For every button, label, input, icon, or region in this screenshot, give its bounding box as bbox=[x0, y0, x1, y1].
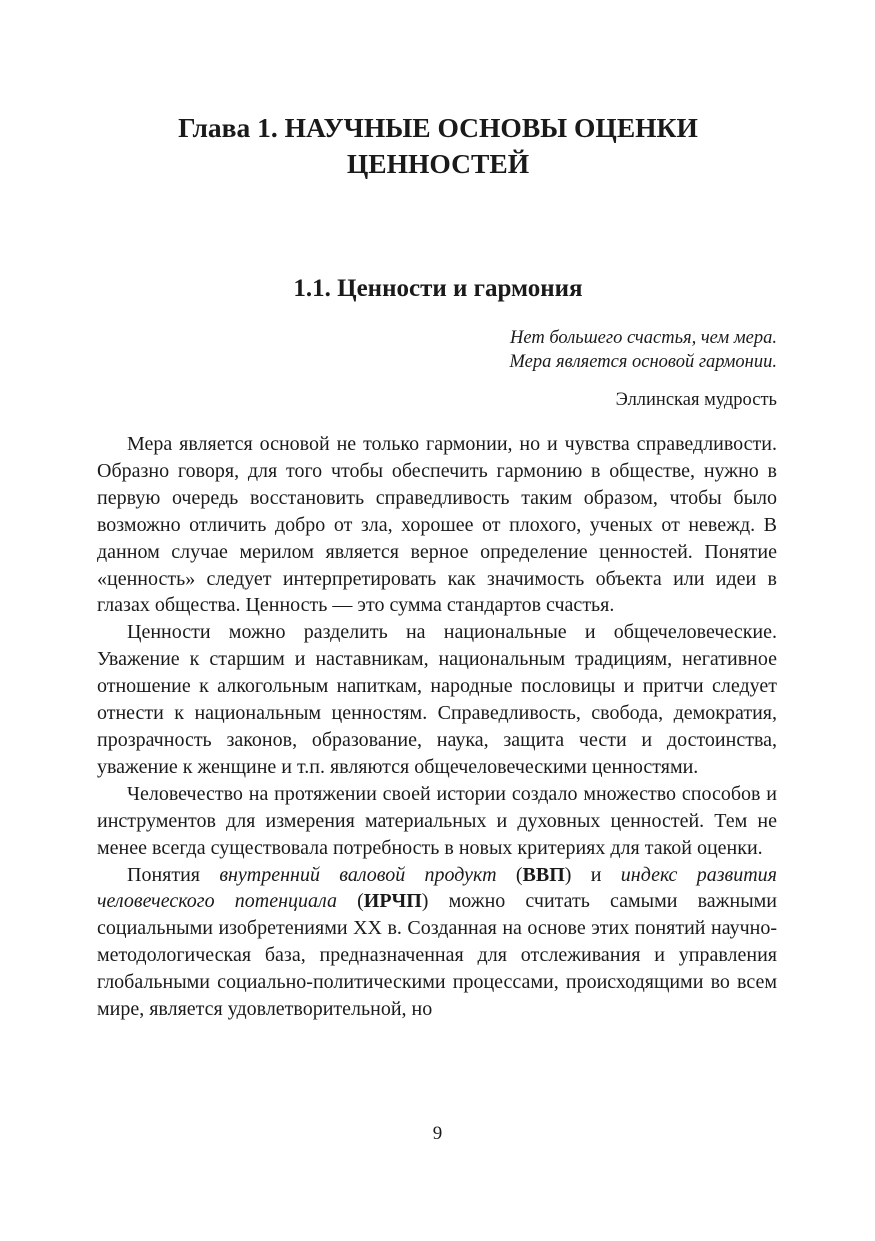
paragraph-4-text-4: ( bbox=[336, 890, 364, 913]
paragraph-3: Человечество на протяжении своей истории создало множество способов и инструментов для измерения материальных и духовных ценностей. Тем не менее всегда существовала потребность в новых критериях для такой оценки. bbox=[97, 782, 777, 859]
epigraph bbox=[277, 326, 777, 412]
epigraph-line-2: Мера является основой гармонии. bbox=[509, 352, 777, 372]
chapter-title bbox=[98, 110, 778, 182]
paragraph-1: Мера является основой не только гармонии, но и чувства справедливости. Образно говоря, для того чтобы обеспечить гармонию в обществе, нужно в первую очередь восстановить справедливость таким образом, чтобы было возможно отличить добро от зла, хорошее от плохого, ученых от невежд. В данном случае мерилом является верное определение ценностей. Понятие «ценность» следует интерпретировать как значимость объекта или идеи в глазах общества. Ценность — это сумма стандартов счастья. bbox=[97, 433, 777, 617]
chapter-title-line-2: ЦЕННОСТЕЙ bbox=[346, 148, 530, 179]
epigraph-line-1: Нет большего счастья, чем мера. bbox=[510, 328, 777, 348]
body-text bbox=[97, 431, 777, 1023]
epigraph-attribution: Эллинская мудрость bbox=[615, 390, 777, 410]
paragraph-2: Ценности можно разделить на национальные и общечеловеческие. Уважение к старшим и наставникам, национальным традициям, негативное отношение к алкогольным напиткам, народные пословицы и притчи следует отнести к национальным ценностям. Справедливость, свобода, демократия, прозрачность законов, образование, наука, защита чести и достоинства, уважение к женщине и т.п. являются общечеловеческими ценностями. bbox=[97, 621, 777, 778]
paragraph-4-text-2: ( bbox=[496, 863, 523, 886]
paragraph-4 bbox=[97, 862, 777, 1023]
term-hdi: индекс развития человеческого потенциала bbox=[97, 863, 777, 913]
page-number: 9 bbox=[432, 1123, 443, 1144]
term-gdp: внутренний валовой продукт bbox=[219, 863, 497, 886]
abbr-gdp: ВВП bbox=[522, 863, 565, 886]
section-title: 1.1. Ценности и гармония bbox=[293, 275, 583, 302]
paragraph-4-text-5: ) можно считать самыми важными социальными изобретениями XX в. Созданная на основе этих понятий научно-методологическая база, предназначенная для отслеживания и управления глобальными социально-политическими процессами, происходящими во всем мире, является удовлетворительной, но bbox=[97, 890, 777, 1021]
paragraph-4-text-3: ) и bbox=[564, 863, 621, 886]
paragraph-4-text-1: Понятия bbox=[127, 863, 220, 886]
abbr-hdi: ИРЧП bbox=[363, 890, 422, 913]
chapter-title-line-1: Глава 1. НАУЧНЫЕ ОСНОВЫ ОЦЕНКИ bbox=[178, 112, 698, 143]
